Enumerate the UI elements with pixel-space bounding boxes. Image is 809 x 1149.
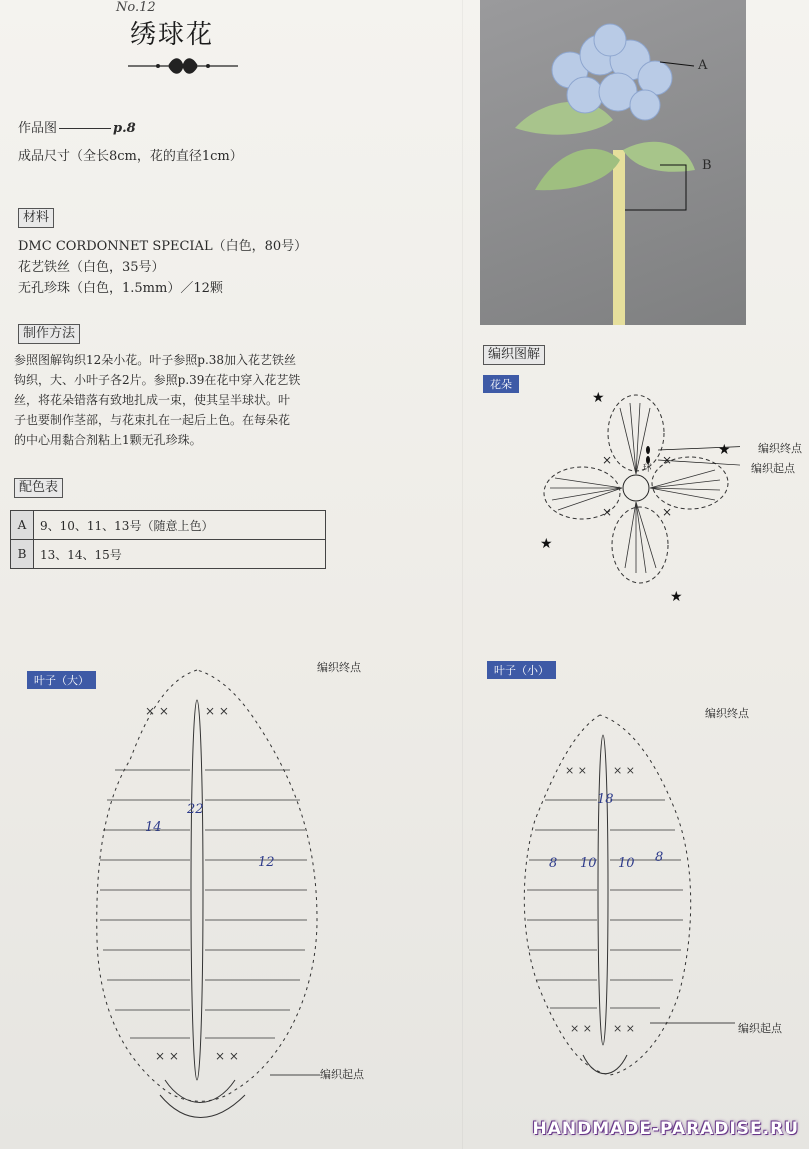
svg-text:× ×: × ×	[155, 1049, 179, 1063]
svg-text:★: ★	[540, 536, 553, 552]
material-item: 花艺铁丝（白色，35号）	[18, 260, 165, 275]
leaf-small-chart	[515, 710, 735, 1090]
material-item: 无孔珍珠（白色，1.5mm）／12颗	[18, 281, 223, 296]
handwritten-note: 10	[580, 856, 597, 871]
svg-text:★: ★	[718, 442, 731, 458]
svg-text:× ×: × ×	[145, 704, 169, 718]
handwritten-note: 8	[655, 850, 664, 865]
leaf-large-label: 叶子（大）	[27, 671, 96, 689]
color-table-heading: 配色表	[14, 478, 63, 498]
color-value: 13、14、15号	[34, 540, 326, 569]
svg-text:× ×: × ×	[215, 1049, 239, 1063]
handwritten-note: 10	[618, 856, 635, 871]
work-figure-ref	[18, 118, 136, 139]
handwritten-note: 18	[597, 792, 614, 807]
finished-size: 成品尺寸（全长8cm，花的直径1cm）	[18, 149, 243, 164]
svg-text:★: ★	[670, 589, 683, 603]
flower-end-point: 编织终点	[758, 442, 802, 455]
page-title: 绣球花	[130, 20, 215, 50]
diagram-heading: 编织图解	[483, 345, 545, 365]
photo-label-b: B	[702, 158, 712, 173]
materials-heading: 材料	[18, 208, 54, 228]
svg-text:×: ×	[602, 453, 613, 467]
color-table	[10, 510, 326, 569]
svg-text:× ×: × ×	[570, 1022, 592, 1035]
table-row	[11, 540, 326, 569]
work-page: p.8	[113, 121, 136, 136]
svg-text:× ×: × ×	[205, 704, 229, 718]
pattern-number: No.12	[116, 0, 156, 15]
leaf-large-end-point: 编织终点	[317, 661, 361, 674]
svg-text:×: ×	[662, 505, 673, 519]
svg-text:× ×: × ×	[613, 764, 635, 777]
materials-list	[18, 236, 307, 299]
leaf-small-start-point: 编织起点	[738, 1022, 782, 1035]
page-fold	[462, 0, 463, 1149]
method-line: 子也要制作茎部，与花束扎在一起后上色。在每朵花	[14, 413, 291, 427]
method-line: 的中心用黏合剂粘上1颗无孔珍珠。	[14, 433, 202, 447]
leaf-small-label: 叶子（小）	[487, 661, 556, 679]
svg-text:★: ★	[592, 390, 605, 406]
svg-text:× ×: × ×	[613, 1022, 635, 1035]
method-line: 丝，将花朵错落有致地扎成一束，使其呈半球状。叶	[14, 393, 291, 407]
handwritten-note: 22	[187, 802, 204, 817]
photo-label-a: A	[698, 58, 708, 73]
flourish-ornament	[128, 52, 238, 80]
method-line: 钩织，大、小叶子各2片。参照p.39在花中穿入花艺铁	[14, 373, 301, 387]
flower-chart	[540, 388, 740, 603]
handwritten-note: 8	[549, 856, 558, 871]
handwritten-note: 14	[145, 820, 162, 835]
svg-text:×: ×	[602, 505, 613, 519]
work-label: 作品图	[18, 121, 58, 136]
flower-start-point: 编织起点	[751, 462, 795, 475]
color-key: A	[11, 511, 34, 540]
watermark: HANDMADE-PARADISE.RU	[532, 1119, 799, 1139]
leaf-small-end-point: 编织终点	[705, 707, 749, 720]
leaf-large-chart	[85, 660, 325, 1130]
method-heading: 制作方法	[18, 324, 80, 344]
method-line: 参照图解钩织12朵小花。叶子参照p.38加入花艺铁丝	[14, 353, 297, 367]
color-key: B	[11, 540, 34, 569]
svg-text:× ×: × ×	[565, 764, 587, 777]
flower-label: 花朵	[483, 375, 519, 393]
leaf-large-start-point: 编织起点	[320, 1068, 364, 1081]
svg-text:×: ×	[662, 453, 673, 467]
material-item: DMC CORDONNET SPECIAL（白色，80号）	[18, 239, 308, 254]
color-value: 9、10、11、13号（随意上色）	[34, 511, 326, 540]
handwritten-note: 12	[258, 855, 275, 870]
table-row	[11, 511, 326, 540]
hydrangea-photo	[480, 0, 746, 325]
ring-label: 环	[642, 464, 652, 474]
method-text	[14, 350, 300, 450]
